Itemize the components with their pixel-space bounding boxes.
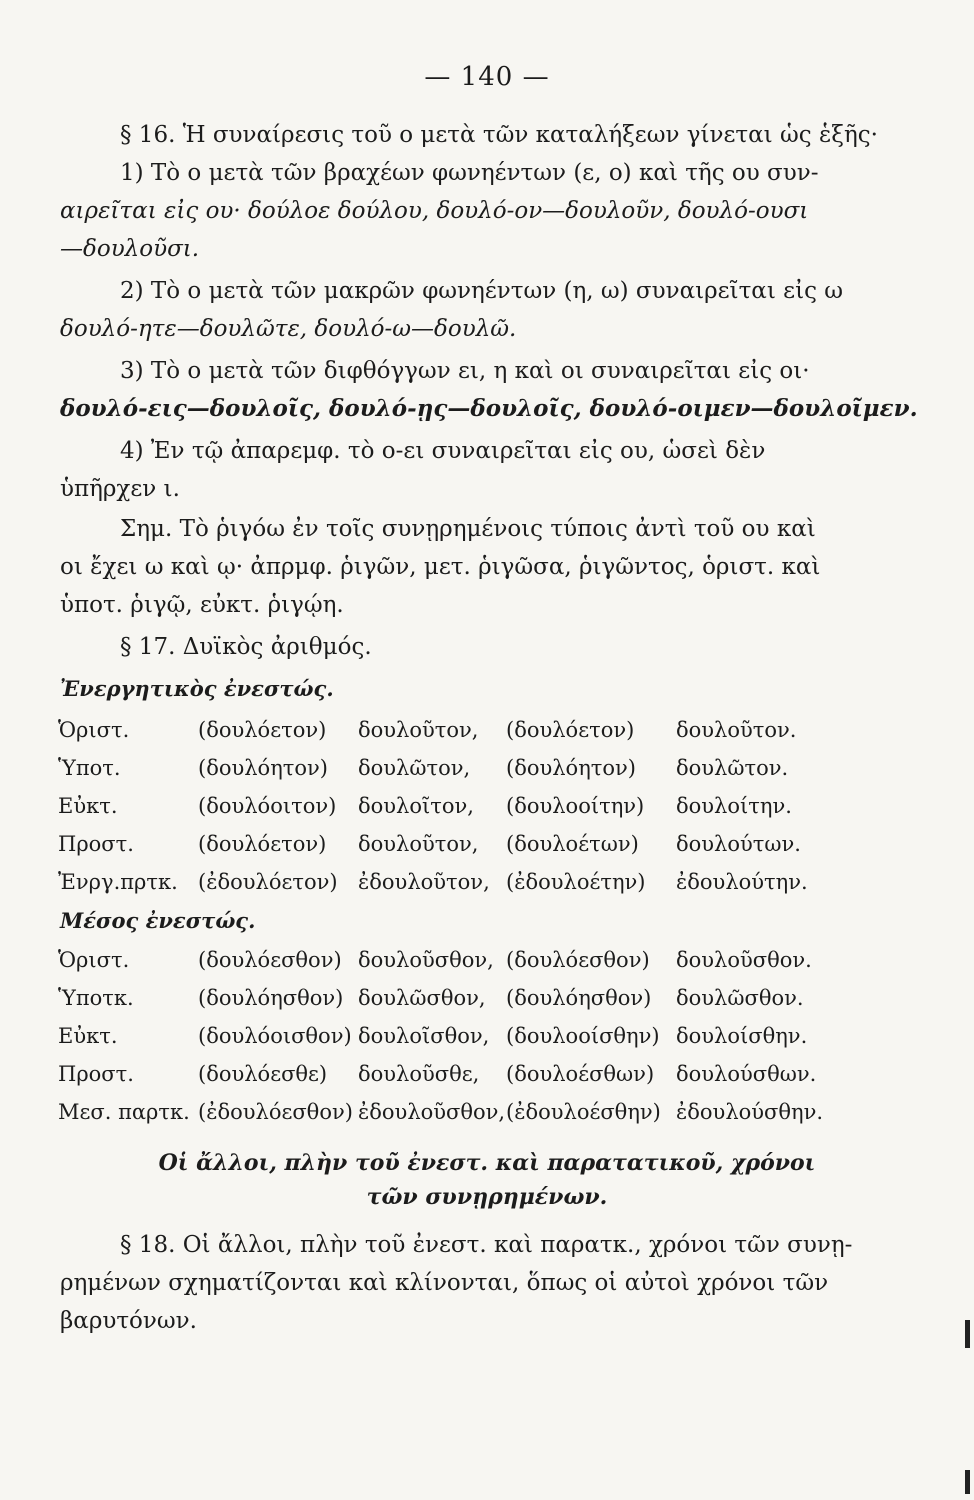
contracted-form: δουλοῦσθε, — [358, 1062, 480, 1086]
contracted-form: δουλοῖτον, — [358, 794, 474, 818]
contracted-form: ἐδουλούτην. — [676, 870, 808, 894]
uncontracted-form: (δουλόετον) — [198, 832, 327, 856]
uncontracted-form: (δουλόεσθον) — [198, 948, 342, 972]
contracted-form: δουλῶσθον. — [676, 986, 804, 1010]
mood-label: Προστ. — [58, 832, 134, 856]
table-row — [58, 870, 858, 902]
uncontracted-form: (δουλόητον) — [198, 756, 328, 780]
scan-edge-mark — [965, 1470, 970, 1494]
uncontracted-form: (δουλόεσθον) — [506, 948, 650, 972]
table-row — [58, 986, 858, 1018]
mood-label: Προστ. — [58, 1062, 134, 1086]
note-line-1: Σημ. Τὸ ῥιγόω ἐν τοῖς συνῃρημένοις τύποις ἀντὶ τοῦ ου καὶ — [120, 516, 816, 542]
active-present-heading: Ἐνεργητικὸς ἐνεστώς. — [60, 676, 334, 701]
contracted-form: δουλοῦσθον. — [676, 948, 812, 972]
uncontracted-form: (δουλόεσθε) — [198, 1062, 328, 1086]
table-row — [58, 832, 858, 864]
mood-label: Ὑποτκ. — [58, 986, 134, 1010]
table-row — [58, 756, 858, 788]
mood-label: Ὁριστ. — [58, 718, 130, 742]
rule-3-example: δουλό-εις—δουλοῖς, δουλό-ῃς—δουλοῖς, δουλό-οιμεν—δουλοῖμεν. — [60, 395, 918, 422]
table-row — [58, 1024, 858, 1056]
table-row — [58, 1062, 858, 1094]
contracted-form: δουλῶτον, — [358, 756, 471, 780]
rule-1-example-end: —δουλοῦσι. — [60, 236, 200, 262]
rule-3-line: 3) Τὸ ο μετὰ τῶν διφθόγγων ει, η καὶ οι συναιρεῖται εἰς οι· — [120, 358, 810, 384]
table-row — [58, 948, 858, 980]
uncontracted-form: (δουλόετον) — [506, 718, 635, 742]
note-line-2: οι ἔχει ω καὶ ῳ· ἀπρμφ. ῥιγῶν, μετ. ῥιγῶσα, ῥιγῶντος, ὁριστ. καὶ — [60, 554, 821, 580]
uncontracted-form: (δουλοοίσθην) — [506, 1024, 660, 1048]
uncontracted-form: (ἐδουλοέτην) — [506, 870, 646, 894]
uncontracted-form: (δουλόετον) — [198, 718, 327, 742]
rule-1-line: 1) Τὸ ο μετὰ τῶν βραχέων φωνηέντων (ε, ο) καὶ τῆς ου συν- — [120, 160, 819, 186]
contracted-form: δουλοῦτον. — [676, 718, 797, 742]
section-18-line-1: § 18. Οἱ ἄλλοι, πλὴν τοῦ ἐνεστ. καὶ παρατκ., χρόνοι τῶν συνῃ- — [120, 1232, 853, 1258]
rule-1-example: αιρεῖται εἰς ου· δούλοε δούλου, δουλό-ον—δουλοῦν, δουλό-ουσι — [60, 198, 809, 224]
table-row — [58, 1100, 858, 1132]
table-row — [58, 718, 858, 750]
contracted-form: δουλοῦτον, — [358, 832, 479, 856]
rule-4-end: ὑπῆρχεν ι. — [60, 476, 180, 502]
other-tenses-note-2: τῶν συνῃρημένων. — [366, 1184, 608, 1210]
note-line-3: ὑποτ. ῥιγῷ, εὐκτ. ῥιγῴη. — [60, 592, 344, 618]
uncontracted-form: (δουλοέτων) — [506, 832, 639, 856]
table-row — [58, 794, 858, 826]
mood-label: Ὁριστ. — [58, 948, 130, 972]
uncontracted-form: (δουλόησθον) — [198, 986, 344, 1010]
contracted-form: δουλοῖσθον, — [358, 1024, 490, 1048]
uncontracted-form: (δουλόοιτον) — [198, 794, 337, 818]
mood-label: Ὑποτ. — [58, 756, 121, 780]
contracted-form: ἐδουλοῦσθον, — [358, 1100, 506, 1124]
section-18-line-2: ρημένων σχηματίζονται καὶ κλίνονται, ὅπως οἱ αὐτοὶ χρόνοι τῶν — [60, 1270, 829, 1296]
mood-label: Μεσ. παρτκ. — [58, 1100, 190, 1124]
uncontracted-form: (δουλόοισθον) — [198, 1024, 352, 1048]
contracted-form: δουλούσθων. — [676, 1062, 817, 1086]
uncontracted-form: (δουλόητον) — [506, 756, 636, 780]
uncontracted-form: (δουλοοίτην) — [506, 794, 645, 818]
contracted-form: δουλοίσθην. — [676, 1024, 808, 1048]
contracted-form: δουλῶτον. — [676, 756, 789, 780]
section-16-heading: § 16. Ἡ συναίρεσις τοῦ ο μετὰ τῶν καταλήξεων γίνεται ὡς ἑξῆς· — [120, 122, 878, 148]
contracted-form: δουλούτων. — [676, 832, 801, 856]
other-tenses-note-1: Οἱ ἄλλοι, πλὴν τοῦ ἐνεστ. καὶ παρατατικοῦ, χρόνοι — [158, 1150, 816, 1176]
contracted-form: ἐδουλούσθην. — [676, 1100, 824, 1124]
uncontracted-form: (ἐδουλόετον) — [198, 870, 338, 894]
uncontracted-form: (δουλόησθον) — [506, 986, 652, 1010]
rule-2-example: δουλό-ητε—δουλῶτε, δουλό-ω—δουλῶ. — [60, 316, 517, 342]
contracted-form: δουλοῦτον, — [358, 718, 479, 742]
page-number: — 140 — — [424, 62, 550, 92]
contracted-form: ἐδουλοῦτον, — [358, 870, 490, 894]
contracted-form: δουλοῦσθον, — [358, 948, 494, 972]
uncontracted-form: (ἐδουλοέσθην) — [506, 1100, 661, 1124]
rule-2-line: 2) Τὸ ο μετὰ τῶν μακρῶν φωνηέντων (η, ω) συναιρεῖται εἰς ω — [120, 278, 844, 304]
scan-edge-mark — [965, 1320, 970, 1348]
contracted-form: δουλοίτην. — [676, 794, 792, 818]
middle-present-heading: Μέσος ἐνεστώς. — [60, 908, 256, 933]
rule-4-line: 4) Ἐν τῷ ἀπαρεμφ. τὸ ο-ει συναιρεῖται εἰς ου, ὡσεὶ δὲν — [120, 438, 766, 464]
uncontracted-form: (ἐδουλόεσθον) — [198, 1100, 353, 1124]
mood-label: Ἐνργ.πρτκ. — [58, 870, 178, 894]
uncontracted-form: (δουλοέσθων) — [506, 1062, 655, 1086]
mood-label: Εὐκτ. — [58, 794, 118, 818]
contracted-form: δουλῶσθον, — [358, 986, 486, 1010]
section-18-line-3: βαρυτόνων. — [60, 1308, 197, 1334]
mood-label: Εὐκτ. — [58, 1024, 118, 1048]
section-17-heading: § 17. Δυϊκὸς ἀριθμός. — [120, 634, 372, 660]
